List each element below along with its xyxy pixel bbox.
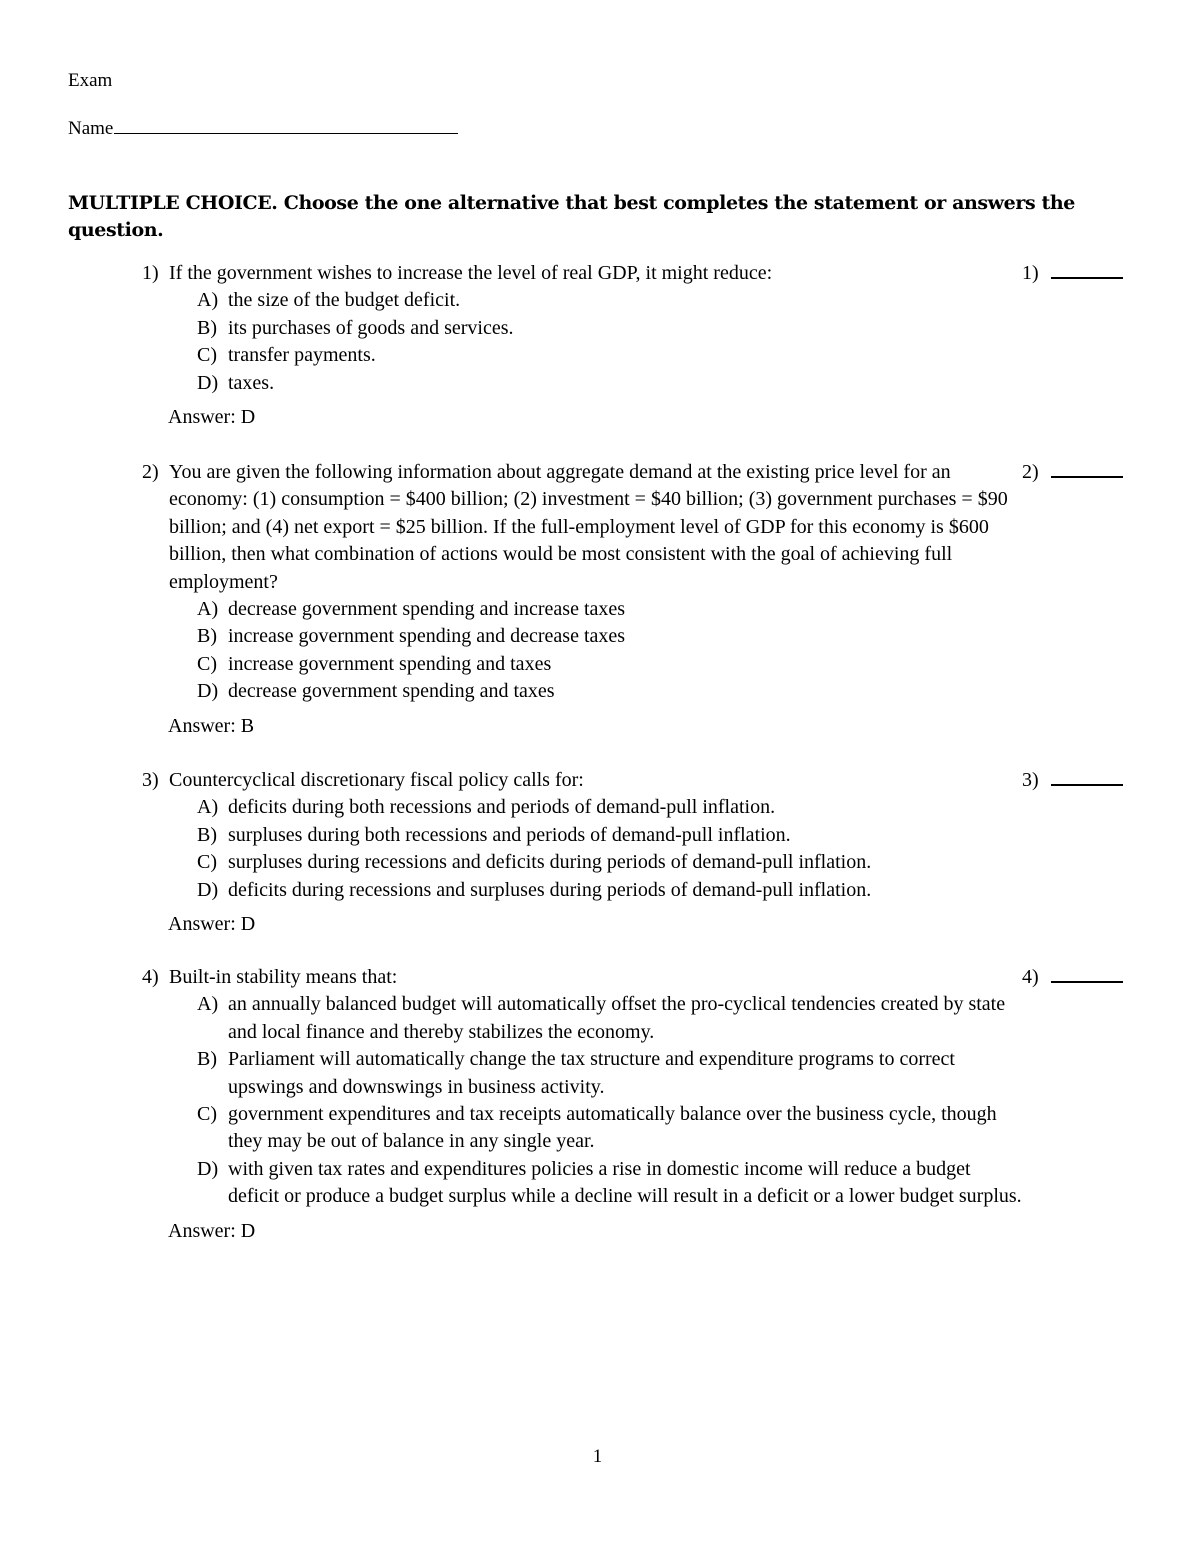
answer-blank-1: [1022, 262, 1123, 285]
question-4: [142, 964, 1022, 1245]
choice-text: decrease government spending and taxes: [228, 680, 555, 703]
blank-label: 1): [1022, 262, 1039, 284]
choice-text: deficits during recessions and surpluses during periods of demand-pull inflation.: [228, 878, 872, 901]
question-number: 1): [142, 262, 159, 284]
question-1: [142, 260, 1022, 431]
question-stem: [142, 964, 1022, 991]
question-number: 4): [142, 966, 159, 988]
name-line: [68, 117, 458, 140]
choice-text: surpluses during recessions and deficits during periods of demand-pull inflation.: [228, 851, 872, 874]
choice-b[interactable]: [142, 822, 1022, 849]
choice-text: an annually balanced budget will automatically offset the pro-cyclical tendencies created by state and local finance and thereby stabilizes the economy.: [228, 993, 1006, 1043]
choice-text: Parliament will automatically change the tax structure and expenditure programs to correct upswings and downswings in business activity.: [228, 1048, 955, 1098]
answer-text: Answer: D: [168, 1219, 256, 1242]
choice-label: C): [197, 1103, 217, 1126]
choice-label: D): [197, 1157, 219, 1180]
answer-text: Answer: D: [168, 406, 256, 429]
question-2: [142, 459, 1022, 740]
answer-blank-line[interactable]: [1051, 263, 1123, 279]
choice-c[interactable]: [142, 1101, 1022, 1156]
answer-blank-2: [1022, 461, 1123, 484]
choice-d[interactable]: [142, 877, 1022, 904]
question-stem: [142, 260, 1022, 287]
blank-label: 4): [1022, 966, 1039, 988]
question-stem: [142, 767, 1022, 794]
blank-label: 2): [1022, 461, 1039, 483]
blank-label: 3): [1022, 769, 1039, 791]
choice-text: the size of the budget deficit.: [228, 289, 461, 312]
answer-text: Answer: B: [168, 714, 255, 737]
choice-label: D): [197, 878, 219, 901]
choice-text: government expenditures and tax receipts automatically balance over the business cycle, though they may be out of balance in any single year.: [228, 1103, 997, 1153]
choice-label: D): [197, 371, 219, 394]
choice-label: C): [197, 652, 217, 675]
choice-a[interactable]: [142, 287, 1022, 314]
question-number: 3): [142, 769, 159, 791]
page-number: 1: [592, 1446, 603, 1467]
choice-label: B): [197, 625, 217, 648]
choice-label: D): [197, 680, 219, 703]
choice-text: its purchases of goods and services.: [228, 316, 514, 339]
choice-a[interactable]: [142, 991, 1022, 1046]
answer-text: Answer: D: [168, 913, 256, 936]
choice-a[interactable]: [142, 794, 1022, 821]
question-text: Built-in stability means that:: [169, 966, 398, 988]
choice-label: A): [197, 598, 219, 621]
choice-text: increase government spending and taxes: [228, 652, 552, 675]
choice-text: deficits during both recessions and periods of demand-pull inflation.: [228, 796, 776, 819]
choice-label: A): [197, 289, 219, 312]
answer-blank-3: [1022, 769, 1123, 792]
choice-label: A): [197, 796, 219, 819]
answer-blank-line[interactable]: [1051, 462, 1123, 478]
choice-text: surpluses during both recessions and periods of demand-pull inflation.: [228, 823, 791, 846]
name-blank[interactable]: [114, 117, 458, 134]
exam-label: Exam: [68, 70, 113, 91]
choice-c[interactable]: [142, 651, 1022, 678]
choice-text: increase government spending and decrease taxes: [228, 625, 626, 648]
choice-label: B): [197, 823, 217, 846]
choice-b[interactable]: [142, 623, 1022, 650]
choice-d[interactable]: [142, 1156, 1022, 1211]
instructions: MULTIPLE CHOICE. Choose the one alternative that best completes the statement or answers the question.: [68, 192, 1075, 241]
choice-label: B): [197, 1048, 217, 1071]
choice-label: B): [197, 316, 217, 339]
answer-blank-4: [1022, 966, 1123, 989]
choice-c[interactable]: [142, 849, 1022, 876]
name-label: Name: [68, 118, 114, 139]
choice-text: taxes.: [228, 371, 275, 394]
choice-label: C): [197, 344, 217, 367]
question-text: If the government wishes to increase the level of real GDP, it might reduce:: [169, 262, 773, 284]
choice-label: C): [197, 851, 217, 874]
question-text: You are given the following information about aggregate demand at the existing price level for an economy: (1) consumption = $400 billion; (2) investment = $40 billion; (3) government purchases = $90 billion; and (4) net export = $25 billion. If the full-employment level of GDP for this economy is $600 billion, then what combination of actions would be most consistent with the goal of achieving full employment?: [169, 461, 1008, 593]
choice-text: decrease government spending and increase taxes: [228, 598, 626, 621]
choice-b[interactable]: [142, 1046, 1022, 1101]
choice-text: with given tax rates and expenditures policies a rise in domestic income will reduce a budget deficit or produce a budget surplus while a decline will result in a deficit or a lower budget surplus.: [228, 1157, 1022, 1208]
answer-blank-line[interactable]: [1051, 967, 1123, 983]
choice-d[interactable]: [142, 370, 1022, 397]
choice-d[interactable]: [142, 678, 1022, 705]
answer-blank-line[interactable]: [1051, 770, 1123, 786]
choice-a[interactable]: [142, 596, 1022, 623]
choice-c[interactable]: [142, 342, 1022, 369]
question-stem: [142, 459, 1022, 596]
choice-label: A): [197, 993, 219, 1016]
choice-text: transfer payments.: [228, 344, 376, 367]
choice-b[interactable]: [142, 315, 1022, 342]
question-text: Countercyclical discretionary fiscal policy calls for:: [169, 769, 584, 791]
question-3: [142, 767, 1022, 938]
question-number: 2): [142, 461, 159, 483]
